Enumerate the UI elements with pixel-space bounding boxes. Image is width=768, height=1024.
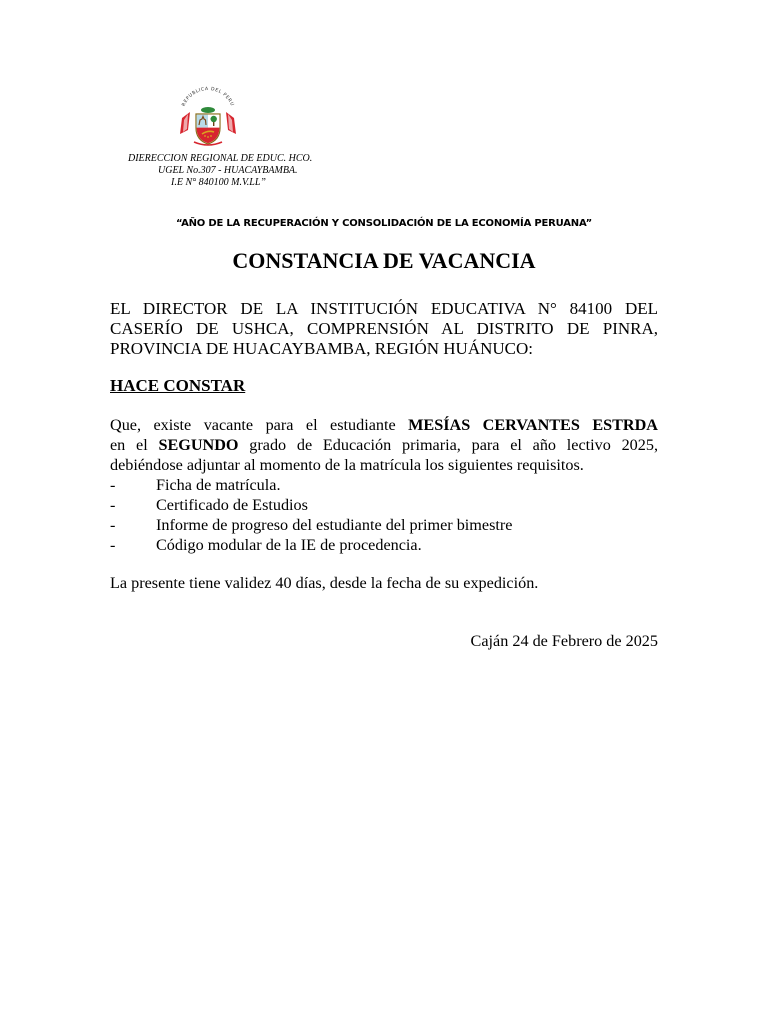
requirement-text: Informe de progreso del estudiante del primer bimestre xyxy=(156,516,513,534)
list-dash: - xyxy=(110,536,116,554)
body-paragraph xyxy=(110,415,658,555)
year-motto: “AÑO DE LA RECUPERACIÓN Y CONSOLIDACIÓN DE LA ECONOMÍA PERUANA” xyxy=(176,218,592,229)
intro-line-3: PROVINCIA DE HUACAYBAMBA, REGIÓN HUÁNUCO: xyxy=(110,339,533,358)
intro-line-2: CASERÍO DE USHCA, COMPRENSIÓN AL DISTRITO DE PINRA, xyxy=(110,319,658,338)
body-line-2 xyxy=(110,435,658,455)
institution-header xyxy=(128,153,312,189)
issue-date: Caján 24 de Febrero de 2025 xyxy=(470,632,658,650)
list-dash: - xyxy=(110,516,116,534)
school-code-line: I.E N° 840100 M.V.LL” xyxy=(171,177,266,188)
svg-text:REPUBLICA DEL PERU xyxy=(181,86,235,107)
requirements-list xyxy=(110,475,658,555)
requirement-text: Certificado de Estudios xyxy=(156,496,308,514)
list-item xyxy=(110,475,658,495)
list-item xyxy=(110,515,658,535)
requirement-text: Código modular de la IE de procedencia. xyxy=(156,536,422,554)
list-item xyxy=(110,495,658,515)
document-title: CONSTANCIA DE VACANCIA xyxy=(232,248,536,273)
body-text-start: Que, existe vacante para el estudiante xyxy=(110,416,409,434)
ugel-line: UGEL No.307 - HUACAYBAMBA. xyxy=(158,165,298,176)
hace-constar-heading: HACE CONSTAR xyxy=(110,376,246,395)
body-text-grade-post: grado de Educación primaria, para el año lectivo 2025, xyxy=(238,436,658,454)
intro-paragraph xyxy=(110,299,658,359)
intro-line-1: EL DIRECTOR DE LA INSTITUCIÓN EDUCATIVA N° 84100 DEL xyxy=(110,299,658,318)
peru-coat-of-arms-icon xyxy=(172,82,244,154)
list-item xyxy=(110,535,658,555)
seal-text: REPUBLICA DEL PERU xyxy=(181,86,235,108)
list-dash: - xyxy=(110,476,116,494)
body-text-grade-pre: en el xyxy=(110,436,159,454)
requirement-text: Ficha de matrícula. xyxy=(156,476,281,494)
body-line-3: debiéndose adjuntar al momento de la matrícula los siguientes requisitos. xyxy=(110,456,584,474)
student-name: MESÍAS CERVANTES ESTRDA xyxy=(408,416,658,434)
validity-note: La presente tiene validez 40 días, desde la fecha de su expedición. xyxy=(110,574,539,592)
list-dash: - xyxy=(110,496,116,514)
grade-name: SEGUNDO xyxy=(158,436,239,454)
regional-direction-line: DIERECCION REGIONAL DE EDUC. HCO. xyxy=(128,153,313,164)
body-line-1 xyxy=(110,415,658,435)
